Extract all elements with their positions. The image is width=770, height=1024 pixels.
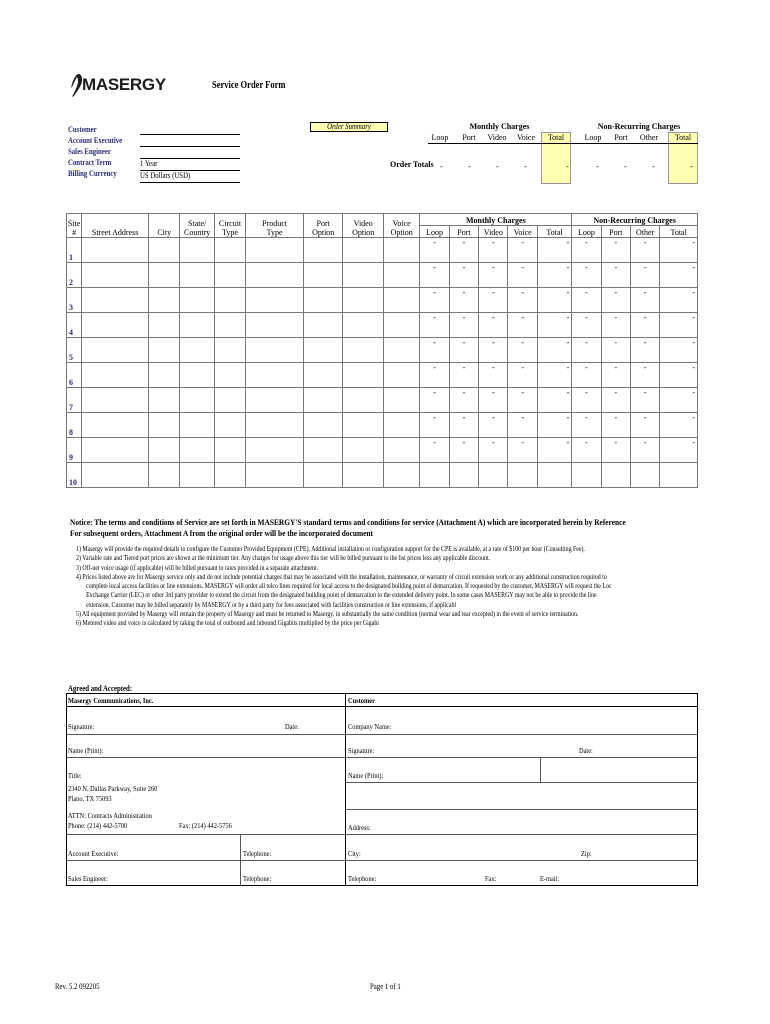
term-5: 5) All equipment provided by Masergy will remain the property of Masergy and must be returned to Masergy, in substantially the same condition (normal wear and tear excepted) in the event of service termination. (76, 610, 579, 619)
entry-cell[interactable] (214, 438, 245, 463)
col-site: Site # (67, 214, 82, 238)
entry-cell[interactable] (246, 313, 304, 338)
entry-cell[interactable] (303, 463, 343, 488)
entry-cell[interactable] (149, 413, 180, 438)
charge-cell[interactable]: - (449, 413, 478, 438)
col-nr-total: Total (660, 226, 698, 238)
entry-cell[interactable] (82, 413, 149, 438)
entry-cell[interactable] (343, 238, 384, 263)
charge-cell[interactable]: - (601, 238, 630, 263)
entry-cell[interactable] (343, 263, 384, 288)
masergy-signature[interactable]: Signature: (68, 722, 95, 731)
entry-cell[interactable] (214, 238, 245, 263)
charge-cell[interactable]: - (537, 388, 571, 413)
entry-cell[interactable] (82, 388, 149, 413)
customer-zip[interactable]: Zip: (581, 849, 592, 858)
entry-cell[interactable] (246, 263, 304, 288)
charge-cell[interactable]: - (537, 338, 571, 363)
entry-cell[interactable] (246, 438, 304, 463)
table-row (67, 338, 698, 363)
term-4: 4) Prices listed above are for Masergy service only and do not include potential charges that may be associated with the installation, maintenance, or warranty of circuit extension work or any additional construction required to (76, 572, 607, 581)
entry-cell[interactable] (383, 338, 419, 363)
sum-nr-loop: Loop (584, 133, 602, 142)
total-dash: - (496, 162, 499, 171)
site-number: 9 (67, 438, 82, 463)
charge-cell[interactable]: - (508, 388, 537, 413)
charge-cell[interactable]: - (630, 388, 659, 413)
total-dash: - (468, 162, 471, 171)
charge-cell[interactable]: - (420, 288, 449, 313)
entry-cell[interactable] (149, 438, 180, 463)
charge-cell[interactable]: - (660, 438, 698, 463)
charge-cell[interactable]: - (537, 263, 571, 288)
charge-cell[interactable]: - (572, 338, 601, 363)
entry-cell[interactable] (180, 288, 214, 313)
entry-cell[interactable] (246, 363, 304, 388)
charge-cell[interactable]: - (449, 363, 478, 388)
total-dash: - (652, 162, 655, 171)
charge-cell[interactable]: - (660, 263, 698, 288)
charge-cell[interactable]: - (479, 288, 508, 313)
masergy-date[interactable]: Date: (285, 722, 299, 731)
charge-cell[interactable]: - (508, 263, 537, 288)
customer-fax[interactable]: Fax: (485, 874, 497, 883)
entry-cell[interactable] (343, 438, 384, 463)
entry-cell[interactable] (246, 463, 304, 488)
entry-cell[interactable] (303, 238, 343, 263)
se-telephone[interactable]: Telephone: (243, 874, 272, 883)
col-m-video: Video (479, 226, 508, 238)
entry-cell[interactable] (479, 463, 508, 488)
entry-cell[interactable] (214, 463, 245, 488)
col-m-voice: Voice (508, 226, 537, 238)
sig-line (67, 834, 697, 835)
sig-line (67, 860, 697, 861)
entry-cell[interactable] (82, 288, 149, 313)
charge-cell[interactable]: - (420, 313, 449, 338)
charge-cell[interactable]: - (572, 438, 601, 463)
entry-cell[interactable] (149, 463, 180, 488)
charge-cell[interactable]: - (508, 288, 537, 313)
charge-cell[interactable]: - (601, 313, 630, 338)
entry-cell[interactable] (180, 463, 214, 488)
charge-cell[interactable]: - (601, 263, 630, 288)
charge-cell[interactable]: - (420, 363, 449, 388)
signature-block (66, 693, 698, 886)
charge-cell[interactable]: - (449, 288, 478, 313)
entry-cell[interactable] (214, 288, 245, 313)
notice-line1: Notice: The terms and conditions of Service are set forth in MASERGY'S standard terms and conditions for service (Attachment A) which are incorporated herein by Reference (70, 517, 626, 527)
logo-wordmark: MASERGY (82, 75, 166, 94)
col-monthly: Monthly Charges (420, 214, 572, 226)
entry-cell[interactable] (303, 413, 343, 438)
charge-cell[interactable]: - (601, 388, 630, 413)
charge-cell[interactable]: - (601, 288, 630, 313)
account-exec-label: Account Executive (68, 136, 123, 145)
charge-cell[interactable]: - (660, 388, 698, 413)
table-row (67, 463, 698, 488)
charge-cell[interactable]: - (630, 263, 659, 288)
charge-cell[interactable]: - (630, 288, 659, 313)
site-number: 4 (67, 313, 82, 338)
charge-cell[interactable]: - (572, 413, 601, 438)
charge-cell[interactable]: - (630, 363, 659, 388)
site-table (66, 213, 698, 488)
charge-cell[interactable]: - (630, 413, 659, 438)
total-dash: - (566, 162, 569, 171)
customer-name-print[interactable]: Name (Print): (348, 771, 384, 780)
charge-cell[interactable]: - (479, 313, 508, 338)
entry-cell[interactable] (343, 413, 384, 438)
charge-cell[interactable]: - (537, 363, 571, 388)
charge-cell[interactable]: - (449, 263, 478, 288)
charge-cell[interactable]: - (537, 438, 571, 463)
entry-cell[interactable] (343, 288, 384, 313)
table-row (67, 313, 698, 338)
entry-cell[interactable] (180, 388, 214, 413)
entry-cell[interactable] (303, 288, 343, 313)
col-product: Product Type (246, 214, 304, 238)
entry-cell[interactable] (449, 463, 478, 488)
site-number: 6 (67, 363, 82, 388)
masergy-address-2: Plano, TX 75093 (68, 794, 112, 803)
col-city: City (149, 214, 180, 238)
total-dash: - (524, 162, 527, 171)
site-number: 1 (67, 238, 82, 263)
entry-cell[interactable] (82, 463, 149, 488)
entry-cell[interactable] (82, 238, 149, 263)
charge-cell[interactable]: - (420, 438, 449, 463)
masergy-address-3: ATTN: Contracts Administration (68, 811, 152, 820)
entry-cell[interactable] (214, 313, 245, 338)
term-1: 1) Masergy will provide the required details to configure the Customer Provided Equipment (CPE). Additional installation or configuration support for the CPE is available, at a rate of $100 per hour (Consulting Fee). (76, 545, 585, 553)
summary-nonrecurring-group: Non-Recurring Charges (597, 122, 681, 131)
entry-cell[interactable] (82, 363, 149, 388)
charge-cell[interactable]: - (449, 438, 478, 463)
charge-cell[interactable]: - (420, 263, 449, 288)
entry-cell[interactable] (180, 363, 214, 388)
masergy-title[interactable]: Title: (68, 771, 82, 780)
charge-cell[interactable]: - (601, 363, 630, 388)
page-title: Service Order Form (212, 80, 286, 91)
customer-telephone[interactable]: Telephone: (348, 874, 377, 883)
entry-cell[interactable] (246, 338, 304, 363)
entry-cell[interactable] (180, 413, 214, 438)
entry-cell[interactable] (303, 313, 343, 338)
entry-cell[interactable] (149, 288, 180, 313)
entry-cell[interactable] (214, 413, 245, 438)
charge-cell[interactable]: - (660, 338, 698, 363)
entry-cell[interactable] (82, 313, 149, 338)
term-3: 3) Off-net voice usage (if applicable) will be billed pursuant to rates provided in a separate attachment. (76, 563, 319, 572)
contract-term-label: Contract Term (68, 158, 112, 167)
charge-cell[interactable]: - (479, 413, 508, 438)
entry-cell[interactable] (82, 263, 149, 288)
charge-cell[interactable]: - (508, 338, 537, 363)
total-dash: - (596, 162, 599, 171)
entry-cell[interactable] (82, 438, 149, 463)
charge-cell[interactable]: - (420, 388, 449, 413)
charge-cell[interactable]: - (449, 338, 478, 363)
charge-cell[interactable]: - (508, 313, 537, 338)
table-row (67, 413, 698, 438)
table-row (67, 438, 698, 463)
charge-cell[interactable]: - (630, 338, 659, 363)
entry-cell[interactable] (601, 463, 630, 488)
sig-line (67, 734, 697, 735)
term-2: 2) Variable rate and Tiered port prices are shown at the minimum tier. Any charges for usage above this tier will be billed pursuant to the list prices less any applicable discount. (76, 554, 491, 563)
sum-monthly-port: Port (462, 133, 476, 142)
sig-divider (345, 694, 346, 886)
col-nr-other: Other (630, 226, 659, 238)
masergy-phone: Phone: (214) 442-5700 (68, 821, 128, 830)
entry-cell[interactable] (246, 288, 304, 313)
entry-cell[interactable] (214, 363, 245, 388)
charge-cell[interactable]: - (572, 263, 601, 288)
site-number: 5 (67, 338, 82, 363)
entry-cell[interactable] (180, 438, 214, 463)
notice (70, 517, 626, 539)
total-dash: - (690, 162, 693, 171)
order-totals-label: Order Totals (390, 160, 434, 169)
entry-cell[interactable] (180, 338, 214, 363)
customer-signature[interactable]: Signature: (348, 746, 375, 755)
charge-cell[interactable]: - (508, 363, 537, 388)
entry-cell[interactable] (303, 363, 343, 388)
entry-cell[interactable] (383, 363, 419, 388)
entry-cell[interactable] (343, 463, 384, 488)
charge-cell[interactable]: - (601, 338, 630, 363)
order-summary-box (310, 122, 388, 132)
entry-cell[interactable] (180, 263, 214, 288)
page-number: Page 1 of 1 (370, 982, 401, 991)
charge-cell[interactable]: - (420, 338, 449, 363)
col-nr-loop: Loop (572, 226, 601, 238)
entry-cell[interactable] (383, 313, 419, 338)
charge-cell[interactable]: - (660, 363, 698, 388)
customer-label: Customer (68, 125, 97, 134)
entry-cell[interactable] (82, 338, 149, 363)
entry-cell[interactable] (572, 463, 601, 488)
charge-cell[interactable]: - (537, 288, 571, 313)
charge-cell[interactable]: - (537, 313, 571, 338)
masergy-fax: Fax: (214) 442-5756 (179, 821, 232, 830)
charge-cell[interactable]: - (572, 288, 601, 313)
sum-nr-total: Total (674, 133, 692, 142)
entry-cell[interactable] (303, 338, 343, 363)
charge-cell[interactable]: - (479, 388, 508, 413)
charge-cell[interactable]: - (449, 313, 478, 338)
charge-cell[interactable]: - (537, 413, 571, 438)
summary-monthly-group: Monthly Charges (469, 122, 530, 131)
term-4-cont: Exchange Carrier (LEC) or other 3rd party provider to extend the circuit from the designated building point of demarcation to the extended delivery point. In some cases MASERGY may not be able to provide the line (86, 591, 597, 600)
charge-cell[interactable]: - (479, 238, 508, 263)
entry-cell[interactable] (149, 388, 180, 413)
billing-currency-label: Billing Currency (68, 169, 117, 178)
entry-cell[interactable] (303, 388, 343, 413)
table-row (67, 288, 698, 313)
entry-cell[interactable] (537, 463, 571, 488)
entry-cell[interactable] (303, 263, 343, 288)
charge-cell[interactable]: - (572, 363, 601, 388)
charge-cell[interactable]: - (420, 413, 449, 438)
agreed-accepted: Agreed and Accepted: (68, 684, 133, 693)
charge-cell[interactable]: - (572, 388, 601, 413)
sig-line (67, 757, 697, 758)
charge-cell[interactable]: - (479, 338, 508, 363)
charge-cell[interactable]: - (479, 438, 508, 463)
charge-cell[interactable]: - (449, 388, 478, 413)
revision: Rev. 5.2 092205 (55, 982, 100, 991)
charge-cell[interactable]: - (508, 238, 537, 263)
entry-cell[interactable] (343, 388, 384, 413)
sig-line (345, 809, 697, 810)
entry-cell[interactable] (180, 238, 214, 263)
charge-cell[interactable]: - (449, 238, 478, 263)
entry-cell[interactable] (149, 238, 180, 263)
customer-email[interactable]: E-mail: (540, 874, 560, 883)
col-circuit: Circuit Type (214, 214, 245, 238)
table-row (67, 263, 698, 288)
entry-cell[interactable] (383, 463, 419, 488)
entry-cell[interactable] (343, 363, 384, 388)
entry-cell[interactable] (303, 438, 343, 463)
charge-cell[interactable]: - (420, 238, 449, 263)
entry-cell[interactable] (383, 388, 419, 413)
entry-cell[interactable] (246, 388, 304, 413)
table-row (67, 388, 698, 413)
col-m-total: Total (537, 226, 571, 238)
charge-cell[interactable]: - (660, 413, 698, 438)
sales-engineer-label: Sales Engineer (68, 147, 111, 156)
entry-cell[interactable] (660, 463, 698, 488)
charge-cell[interactable]: - (660, 238, 698, 263)
charge-cell[interactable]: - (479, 263, 508, 288)
entry-cell[interactable] (383, 263, 419, 288)
sum-monthly-voice: Voice (516, 133, 536, 142)
terms-list (76, 545, 656, 629)
entry-cell[interactable] (508, 463, 537, 488)
charge-cell[interactable]: - (479, 363, 508, 388)
col-street: Street Address (82, 214, 149, 238)
billing-currency-field[interactable]: US Dollars (USD) (140, 170, 240, 183)
site-number: 8 (67, 413, 82, 438)
customer-city[interactable]: City: (348, 849, 361, 858)
masergy-address-1: 2340 N. Dallas Parkway, Suite 260 (68, 784, 158, 793)
total-dash: - (624, 162, 627, 171)
contract-term-field[interactable]: 1 Year (140, 158, 240, 171)
col-nonrecurring: Non-Recurring Charges (572, 214, 698, 226)
customer-info-labels (68, 124, 132, 179)
charge-cell[interactable]: - (660, 288, 698, 313)
masergy-heading: Masergy Communications, Inc. (68, 696, 154, 705)
entry-cell[interactable] (383, 413, 419, 438)
charge-cell[interactable]: - (630, 438, 659, 463)
customer-date[interactable]: Date: (579, 746, 593, 755)
site-number: 10 (67, 463, 82, 488)
entry-cell[interactable] (180, 313, 214, 338)
entry-cell[interactable] (630, 463, 659, 488)
col-port: Port Option (303, 214, 343, 238)
entry-cell[interactable] (246, 413, 304, 438)
term-6: 6) Metered video and voice is calculated by taking the total of outbound and inbound Gigabits multiplied by the price per Gigabi (76, 619, 379, 628)
sig-divider (240, 834, 241, 886)
customer-heading: Customer (348, 696, 375, 705)
table-row (67, 363, 698, 388)
term-4-cont: complete local access facilities or line extensions. MASERGY will order all telco lines required for local access to the designated building point of demarcation. If requested by the customer, MASERGY will request the Loc (86, 582, 612, 591)
entry-cell[interactable] (343, 313, 384, 338)
entry-cell[interactable] (343, 338, 384, 363)
sig-divider (540, 757, 541, 782)
ae-telephone[interactable]: Telephone: (243, 849, 272, 858)
col-video: Video Option (343, 214, 384, 238)
entry-cell[interactable] (214, 263, 245, 288)
entry-cell[interactable] (149, 263, 180, 288)
site-number: 7 (67, 388, 82, 413)
entry-cell[interactable] (214, 338, 245, 363)
charge-cell[interactable]: - (630, 238, 659, 263)
charge-cell[interactable]: - (660, 313, 698, 338)
sig-line (345, 782, 697, 783)
entry-cell[interactable] (383, 238, 419, 263)
sum-nr-other: Other (639, 133, 659, 142)
col-state: State/ Country (180, 214, 214, 238)
entry-cell[interactable] (246, 238, 304, 263)
sum-monthly-total: Total (547, 133, 565, 142)
company-name[interactable]: Company Name: (348, 722, 392, 731)
sales-engineer[interactable]: Sales Engineer: (68, 874, 108, 883)
notice-line2: For subsequent orders, Attachment A from the original order will be the incorporated document (70, 528, 374, 538)
charge-cell[interactable]: - (572, 313, 601, 338)
account-executive[interactable]: Account Executive: (68, 849, 119, 858)
entry-cell[interactable] (149, 338, 180, 363)
entry-cell[interactable] (383, 288, 419, 313)
order-summary-label: Order Summary (327, 122, 371, 131)
charge-cell[interactable]: - (537, 238, 571, 263)
col-voice: Voice Option (383, 214, 419, 238)
charge-cell[interactable]: - (601, 413, 630, 438)
term-4-cont: extension. Customer may be billed separately by MASERGY or by a third party for fees associated with facilities construction or line extensions, if applicabl (86, 600, 457, 609)
entry-cell[interactable] (149, 313, 180, 338)
col-nr-port: Port (601, 226, 630, 238)
entry-cell[interactable] (420, 463, 449, 488)
sig-line (67, 706, 697, 707)
entry-cell[interactable] (214, 388, 245, 413)
entry-cell[interactable] (149, 363, 180, 388)
masergy-name-print[interactable]: Name (Print): (68, 746, 104, 755)
sum-nr-port: Port (614, 133, 628, 142)
customer-address[interactable]: Address: (348, 823, 371, 832)
charge-cell[interactable]: - (508, 413, 537, 438)
summary-divider (428, 143, 698, 144)
charge-cell[interactable]: - (572, 238, 601, 263)
table-row (67, 238, 698, 263)
charge-cell[interactable]: - (630, 313, 659, 338)
site-number: 3 (67, 288, 82, 313)
charge-cell[interactable]: - (601, 438, 630, 463)
entry-cell[interactable] (383, 438, 419, 463)
sum-monthly-loop: Loop (431, 133, 449, 142)
charge-cell[interactable]: - (508, 438, 537, 463)
sum-monthly-video: Video (487, 133, 507, 142)
col-m-port: Port (449, 226, 478, 238)
site-number: 2 (67, 263, 82, 288)
col-m-loop: Loop (420, 226, 449, 238)
total-dash: - (440, 162, 443, 171)
